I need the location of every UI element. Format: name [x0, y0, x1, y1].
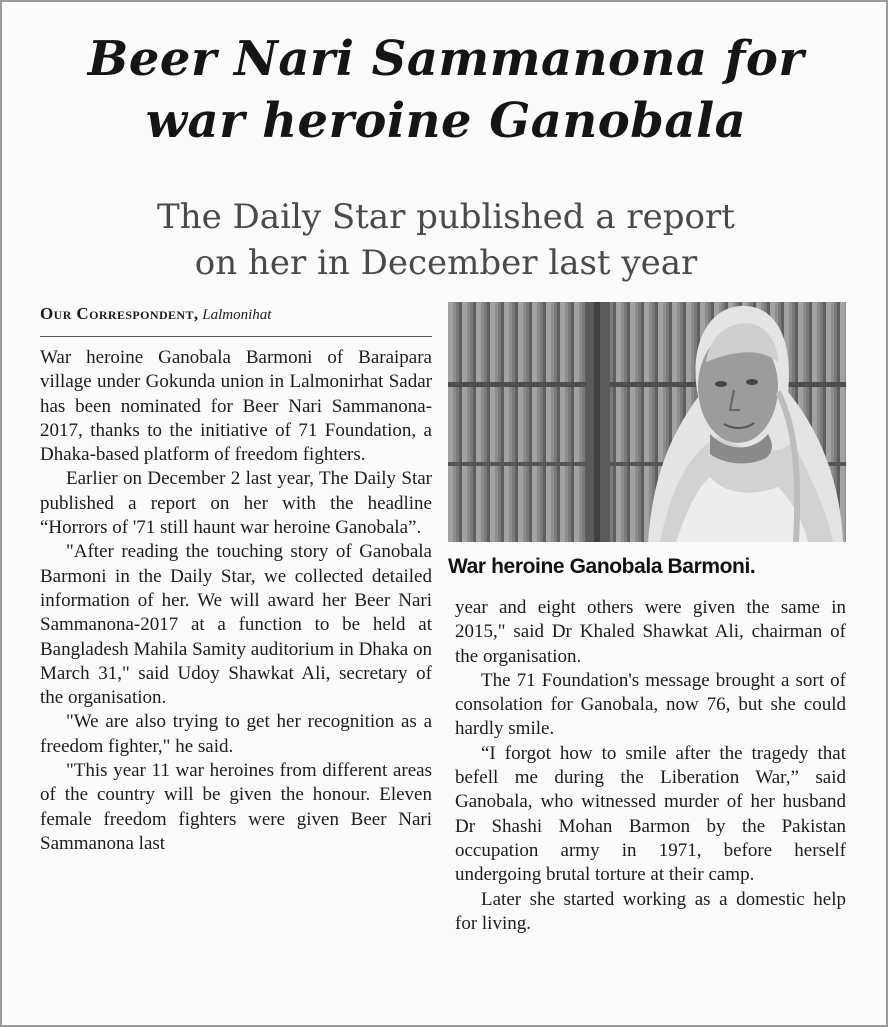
headline — [2, 28, 888, 152]
paragraph: "After reading the touching story of Ganobala Barmoni in the Daily Star, we collected detailed information of her. We will award her Beer Nari Sammanona-2017 at a function to be held at Bangladesh Mahila Samity auditorium in Dhaka on March 31," said Udoy Shawkat Ali, secretary of the organisation. — [40, 541, 432, 709]
paragraph: “I forgot how to smile after the tragedy that befell me during the Liberation War,” said Ganobala, who witnessed murder of her husband Dr Shashi Mohan Barmon by the Pakistan occupation army in 1971, before herself undergoing brutal torture at their camp. — [455, 742, 846, 886]
paragraph: "We are also trying to get her recognition as a freedom fighter," he said. — [40, 711, 432, 757]
article-photo — [448, 302, 846, 542]
article-column-2 — [455, 596, 846, 936]
byline-location: Lalmonihat — [202, 307, 272, 323]
subheadline — [2, 194, 888, 286]
photo-of-ganobala — [448, 302, 846, 542]
paragraph: War heroine Ganobala Barmoni of Baraipara village under Gokunda union in Lalmonirhat Sadar has been nominated for Beer Nari Sammanona-2017, thanks to the initiative of 71 Foundation, a Dhaka-based platform of freedom fighters. — [40, 347, 432, 466]
photo-caption: War heroine Ganobala Barmoni. — [448, 555, 756, 578]
byline-author: Our Correspondent, — [40, 304, 199, 323]
byline — [40, 304, 432, 337]
paragraph: Later she started working as a domestic help for living. — [455, 888, 846, 934]
paragraph: The 71 Foundation's message brought a sort of consolation for Ganobala, now 76, but she could hardly smile. — [455, 669, 846, 740]
subheadline-line-1: The Daily Star published a report — [157, 197, 735, 237]
article-column-1 — [40, 346, 432, 856]
headline-line-1: Beer Nari Sammanona for — [87, 31, 805, 87]
subheadline-line-2: on her in December last year — [194, 243, 698, 283]
paragraph: Earlier on December 2 last year, The Daily Star published a report on her with the headline “Horrors of '71 still haunt war heroine Ganobala”. — [40, 468, 432, 539]
paragraph: year and eight others were given the same in 2015," said Dr Khaled Shawkat Ali, chairman of the organisation. — [455, 597, 846, 667]
paragraph: "This year 11 war heroines from different areas of the country will be given the honour. Eleven female freedom fighters were given Beer Nari Sammanona last — [40, 760, 432, 854]
headline-line-2: war heroine Ganobala — [145, 93, 747, 149]
